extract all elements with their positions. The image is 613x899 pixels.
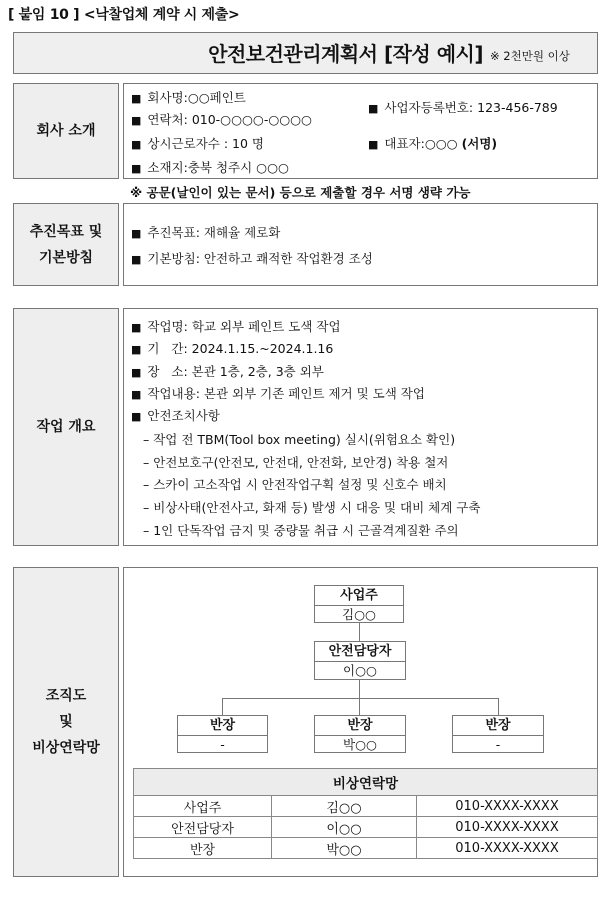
contact-phone: 010-XXXX-XXXX xyxy=(417,838,598,859)
safety-item: – 안전보호구(안전모, 안전대, 안전화, 보안경) 착용 철저 xyxy=(143,455,449,470)
square-bullet-icon: ■ xyxy=(131,343,142,356)
org-connector xyxy=(222,698,223,715)
org-leader-box xyxy=(452,715,544,753)
goals-label-line2: 기본방침 xyxy=(38,249,94,266)
contact-role: 사업주 xyxy=(134,796,272,817)
org-role: 반장 xyxy=(315,716,405,736)
company-line xyxy=(368,134,497,152)
org-leader-box xyxy=(314,715,406,753)
safety-item-text: 작업 전 TBM(Tool box meeting) 실시(위험요소 확인) xyxy=(153,432,456,447)
company-contact: 연락처: 010-○○○○-○○○○ xyxy=(147,112,312,127)
square-bullet-icon: ■ xyxy=(368,138,379,151)
work-location: 장 소: 본관 1층, 2층, 3층 외부 xyxy=(147,364,324,379)
company-label xyxy=(13,83,119,179)
org-connector xyxy=(498,698,499,715)
square-bullet-icon: ■ xyxy=(131,388,142,401)
goals-label-line1: 추진목표 및 xyxy=(29,223,103,240)
org-label-line2: 및 xyxy=(59,714,73,730)
work-line xyxy=(131,384,425,402)
company-line xyxy=(131,134,264,152)
square-bullet-icon: ■ xyxy=(368,102,379,115)
attachment-header: [ 붙임 10 ] <낙찰업체 계약 시 제출> xyxy=(8,7,240,23)
goals-line xyxy=(131,223,280,241)
company-line xyxy=(368,98,558,116)
goal-target: 추진목표: 재해율 제로화 xyxy=(147,225,281,240)
work-period: 기 간: 2024.1.15.~2024.1.16 xyxy=(147,341,334,356)
table-row xyxy=(134,838,598,859)
signature-mark: (서명) xyxy=(461,136,498,151)
safety-item-text: 스카이 고소작업 시 안전작업구획 설정 및 신호수 배치 xyxy=(153,477,447,492)
safety-item-text: 안전보호구(안전모, 안전대, 안전화, 보안경) 착용 철저 xyxy=(153,455,449,470)
company-name: 회사명:○○페인트 xyxy=(147,90,246,105)
company-employees: 상시근로자수 : 10 명 xyxy=(147,136,264,151)
org-manager-box xyxy=(314,641,406,680)
org-connector xyxy=(359,698,360,715)
company-label-text: 회사 소개 xyxy=(36,123,96,139)
contact-name: 박○○ xyxy=(272,838,417,859)
work-name: 작업명: 학교 외부 페인트 도색 작업 xyxy=(147,319,341,334)
square-bullet-icon: ■ xyxy=(131,366,142,379)
company-line xyxy=(131,88,246,106)
table-row xyxy=(134,796,598,817)
org-role: 반장 xyxy=(453,716,543,736)
org-owner-box xyxy=(314,585,404,623)
company-line xyxy=(131,110,312,128)
org-label-line1: 조직도 xyxy=(45,688,87,704)
contact-table-title: 비상연락망 xyxy=(134,769,598,796)
org-connector xyxy=(222,698,498,699)
work-line xyxy=(131,406,220,424)
goals-line xyxy=(131,249,373,267)
document-note: ※ 2천만원 이상 xyxy=(490,49,570,63)
safety-item: – 작업 전 TBM(Tool box meeting) 실시(위험요소 확인) xyxy=(143,432,456,447)
org-label-line3: 비상연락망 xyxy=(32,740,100,756)
work-line xyxy=(131,339,333,357)
square-bullet-icon: ■ xyxy=(131,114,142,127)
safety-item: – 비상사태(안전사고, 화재 등) 발생 시 대응 및 대비 체계 구축 xyxy=(143,500,481,515)
org-name: 김○○ xyxy=(342,607,376,622)
ceo-name: 대표자:○○○ xyxy=(384,136,458,151)
contact-phone: 010-XXXX-XXXX xyxy=(417,796,598,817)
contact-role: 반장 xyxy=(134,838,272,859)
goals-content xyxy=(123,203,598,286)
company-address: 소재지:충북 청주시 ○○○ xyxy=(147,160,289,175)
safety-item: – 스카이 고소작업 시 안전작업구획 설정 및 신호수 배치 xyxy=(143,477,447,492)
org-name: 박○○ xyxy=(343,737,377,752)
org-connector xyxy=(359,623,360,641)
contact-name: 김○○ xyxy=(272,796,417,817)
square-bullet-icon: ■ xyxy=(131,253,142,266)
table-row xyxy=(134,817,598,838)
org-leader-box xyxy=(177,715,268,753)
work-line xyxy=(131,317,341,335)
org-label xyxy=(13,567,119,877)
safety-item: – 1인 단독작업 금지 및 중량물 취급 시 근골격계질환 주의 xyxy=(143,523,459,538)
emergency-contact-table xyxy=(133,768,598,859)
business-number: 사업자등록번호: 123-456-789 xyxy=(384,100,558,115)
org-role: 반장 xyxy=(178,716,267,736)
safety-item-text: 비상사태(안전사고, 화재 등) 발생 시 대응 및 대비 체계 구축 xyxy=(153,500,481,515)
safety-item-text: 1인 단독작업 금지 및 중량물 취급 시 근골격계질환 주의 xyxy=(153,523,459,538)
contact-role: 안전담당자 xyxy=(134,817,272,838)
org-connector xyxy=(359,680,360,698)
org-name: - xyxy=(495,737,501,752)
work-description: 작업내용: 본관 외부 기존 페인트 제거 및 도색 작업 xyxy=(147,386,425,401)
company-line xyxy=(131,158,289,176)
square-bullet-icon: ■ xyxy=(131,92,142,105)
org-name: 이○○ xyxy=(343,663,377,678)
document-title: 안전보건관리계획서 [작성 예시] xyxy=(208,42,483,66)
work-label xyxy=(13,308,119,546)
square-bullet-icon: ■ xyxy=(131,410,142,423)
work-label-text: 작업 개요 xyxy=(36,419,96,435)
square-bullet-icon: ■ xyxy=(131,138,142,151)
safety-measures-heading: 안전조치사항 xyxy=(147,408,220,423)
org-role: 안전담당자 xyxy=(315,642,405,662)
contact-name: 이○○ xyxy=(272,817,417,838)
work-line xyxy=(131,362,324,380)
square-bullet-icon: ■ xyxy=(131,227,142,240)
goals-label xyxy=(13,203,119,286)
goal-policy: 기본방침: 안전하고 쾌적한 작업환경 조성 xyxy=(147,251,373,266)
square-bullet-icon: ■ xyxy=(131,162,142,175)
square-bullet-icon: ■ xyxy=(131,321,142,334)
contact-phone: 010-XXXX-XXXX xyxy=(417,817,598,838)
signature-notice: ※ 공문(날인이 있는 문서) 등으로 제출할 경우 서명 생략 가능 xyxy=(130,185,471,200)
org-name: - xyxy=(220,737,225,752)
org-role: 사업주 xyxy=(315,586,403,606)
